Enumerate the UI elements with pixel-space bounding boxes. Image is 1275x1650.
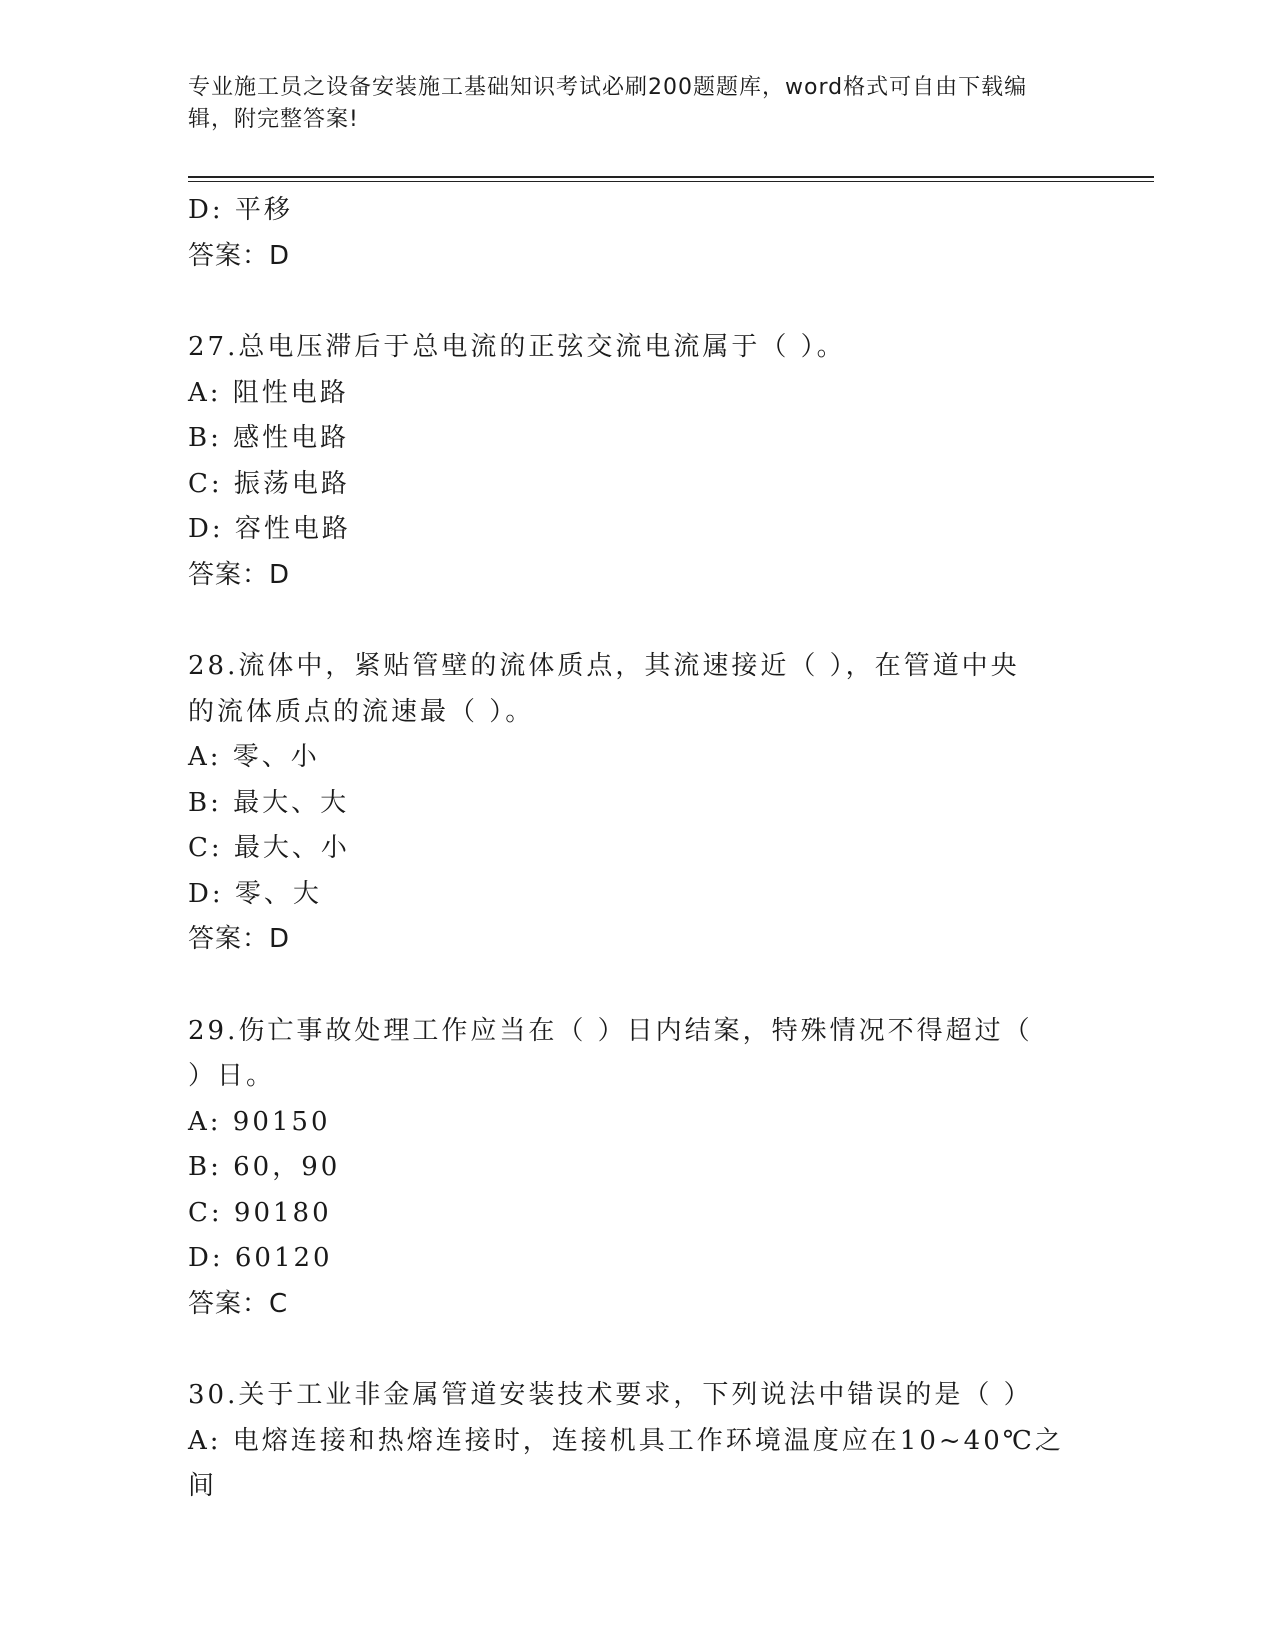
question-27 [188,325,1088,598]
question-text: 29.伤亡事故处理工作应当在（ ）日内结案，特殊情况不得超过（ ）日。 [188,1015,1033,1091]
option-d: D: 60120 [188,1243,333,1273]
option-a: A: 阻性电路 [188,377,349,408]
option-b: B: 最大、大 [188,787,350,818]
question-text: 28.流体中，紧贴管壁的流体质点，其流速接近（ ），在管道中央的流体质点的流速最（ ）。 [188,651,1020,727]
question-list [188,188,1088,1510]
option-c: C: 振荡电路 [188,468,350,499]
option-a: A: 零、小 [188,742,320,772]
answer: 答案：D [188,559,291,590]
option-b: B: 感性电路 [188,423,350,453]
option-d: D: 零、大 [188,878,322,909]
header-divider-thick [188,176,1154,178]
option-a: A: 90150 [188,1106,331,1137]
prev-option-d: D: 平移 [188,195,293,225]
question-30 [188,1373,1088,1510]
header-divider-thin [188,181,1154,182]
question-text: 27.总电压滞后于总电流的正弦交流电流属于（ ）。 [188,332,846,362]
question-28 [188,644,1088,963]
document-header: 专业施工员之设备安装施工基础知识考试必刷200题题库，word格式可自由下载编辑，附完整答案! [188,75,1028,132]
answer: 答案：C [188,1288,289,1319]
question-text: 30.关于工业非金属管道安装技术要求，下列说法中错误的是（ ） [188,1380,1033,1410]
prev-answer: 答案：D [188,240,291,271]
option-d: D: 容性电路 [188,514,351,544]
option-c: C: 90180 [188,1197,332,1228]
option-a: A: 电熔连接和热熔连接时，连接机具工作环境温度应在10~40℃之间 [188,1425,1064,1501]
answer: 答案：D [188,924,291,954]
option-b: B: 60，90 [188,1152,341,1182]
document-page [188,0,1148,1650]
option-c: C: 最大、小 [188,833,350,863]
question-29 [188,1009,1088,1328]
